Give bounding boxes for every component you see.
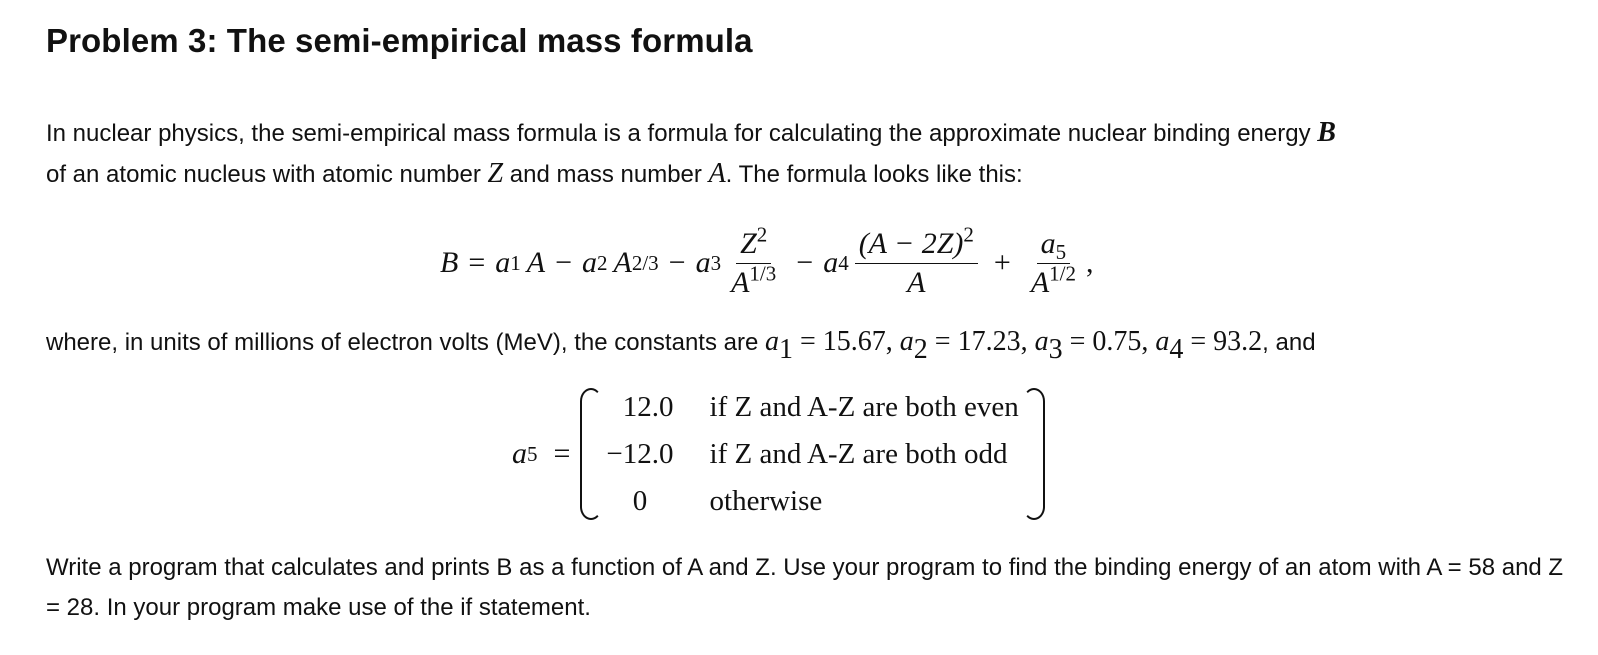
right-parenthesis [1023, 388, 1045, 520]
a5-piecewise-definition: a 5 = 12.0 if Z and A-Z are both even −12.0 if Z and A-Z are both odd 0 otherwise [512, 388, 1045, 520]
eq-a1: a [495, 246, 511, 279]
a5-cases [602, 384, 1022, 525]
eq-frac3-den-power: 1/3 [749, 260, 777, 285]
eq-frac3-num: Z [740, 226, 757, 260]
case-3-value: 0 [632, 484, 648, 517]
eq-equals: = [468, 246, 486, 279]
const-a2-sub: 2 [913, 333, 928, 365]
const-a1-symbol: a [764, 326, 779, 357]
eq-minus-3: − [796, 246, 814, 279]
symbol-B: B [1317, 117, 1336, 148]
eq-plus: + [993, 246, 1011, 279]
case-2-value: −12.0 [606, 437, 674, 470]
task-paragraph: Write a program that calculates and prints B as a function of A and Z. Use your program to find the binding energy of an atom with A = 58 and Z = 28. In your program make use of the if statement. [46, 554, 1564, 621]
const-a4-value: = 93.2 [1183, 326, 1263, 357]
eq-a4: a [823, 246, 839, 279]
a5-symbol: a [512, 437, 527, 470]
eq-a2: a [582, 246, 597, 279]
symbol-Z: Z [487, 158, 504, 189]
eq-frac4-den: A [907, 265, 926, 299]
eq-a3: a [695, 246, 711, 279]
eq-frac4-num: (A − 2Z) [858, 226, 964, 260]
eq-minus-1: − [555, 246, 572, 279]
eq-frac5-den-power: 1/2 [1049, 260, 1076, 285]
intro-text-1: In nuclear physics, the semi-empirical mass formula is a formula for calculating the approximate nuclear binding energy [46, 120, 1318, 147]
const-a3-value: = 0.75 [1062, 326, 1142, 357]
symbol-A: A [708, 158, 726, 189]
case-3-condition: otherwise [709, 484, 823, 517]
mass-formula-equation: B = a 1 A − a 2 A 2/3 − a 3 $\frac{Z^2}{A^{1/3}}$ − a 4 $\frac{(A - 2Z)^2}{A}$ + $\frac{a_5}{A^{1/2}}$ , [440, 221, 1094, 299]
const-a1-sub: 1 [778, 333, 793, 365]
constants-paragraph: where, in units of millions of electron volts (MeV), the constants are $a_1 = 15.67$, $a_2 = 17.23$, $a_3 = 0.75$, $a_4 = 93.2$, and [46, 326, 1316, 365]
intro-text-4: . The formula looks like this: [725, 161, 1023, 188]
eq-frac5-num-sub: 5 [1055, 239, 1067, 264]
eq-fraction-pairing [1027, 227, 1080, 300]
constants-text-1: where, in units of millions of electron volts (MeV), the constants are [46, 329, 765, 356]
const-a2-value: = 17.23 [927, 326, 1021, 357]
eq-frac5-num: a [1040, 226, 1056, 260]
intro-text-2: of an atomic nucleus with atomic number [46, 161, 488, 188]
case-1-value: 12.0 [622, 390, 674, 423]
const-a3-sub: 3 [1048, 333, 1063, 365]
eq-fraction-coulomb [727, 221, 780, 300]
a5-equals: = [553, 437, 571, 470]
constants-text-2: , and [1262, 329, 1316, 356]
eq-A2: A [613, 246, 632, 279]
case-1-condition: if Z and A-Z are both even [709, 390, 1019, 423]
eq-frac4-num-power: 2 [963, 221, 974, 246]
case-2-condition: if Z and A-Z are both odd [709, 437, 1008, 470]
intro-paragraph [46, 113, 1566, 195]
left-parenthesis [580, 388, 602, 520]
const-a1-value: = 15.67 [792, 326, 886, 357]
eq-fraction-asymmetry [855, 221, 978, 300]
intro-text-3: and mass number [503, 161, 709, 188]
eq-minus-2: − [668, 246, 686, 279]
const-a4-symbol: a [1155, 326, 1170, 357]
problem-title: Problem 3: The semi-empirical mass formula [46, 22, 753, 59]
const-a4-sub: 4 [1169, 333, 1184, 365]
eq-frac3-den: A [731, 265, 750, 299]
eq-frac5-den: A [1030, 265, 1050, 299]
const-a2-symbol: a [899, 326, 914, 357]
eq-A1: A [526, 246, 546, 279]
eq-lhs: B [440, 246, 459, 279]
eq-comma: , [1085, 246, 1094, 279]
eq-frac3-num-power: 2 [756, 221, 768, 246]
const-a3-symbol: a [1034, 326, 1049, 357]
